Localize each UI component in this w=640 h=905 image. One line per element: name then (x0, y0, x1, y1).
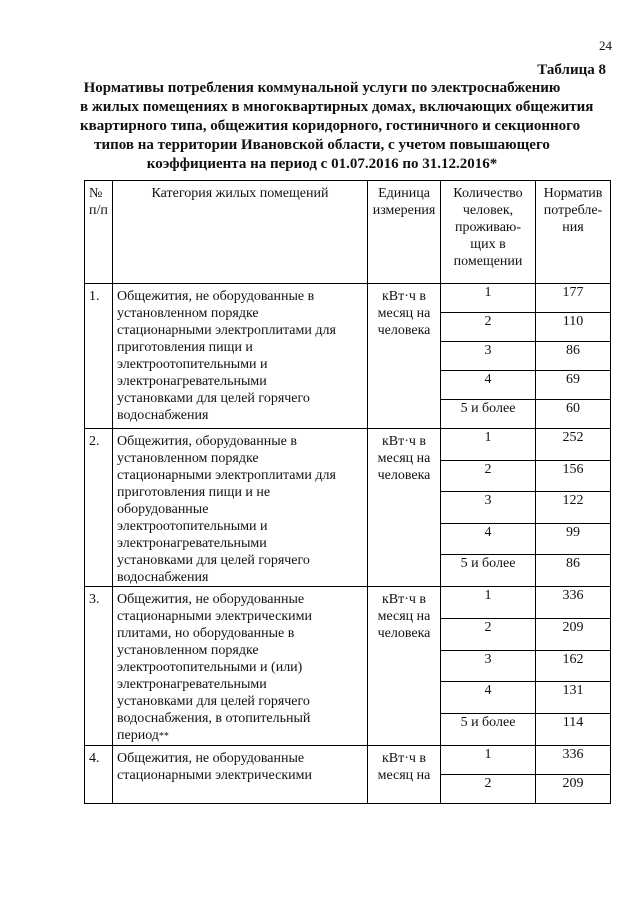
category-line (117, 710, 365, 727)
category-line-text: Общежития, не оборудованные (117, 592, 305, 607)
category-line-text: оборудованные (117, 502, 209, 517)
people-count-cell: 5 и более (441, 714, 536, 746)
category-line-text: приготовления пищи и (117, 340, 253, 355)
people-count-cell: 3 (441, 650, 536, 682)
category-line-text: электроотопительными и (117, 519, 268, 534)
text-line: кВт·ч в (381, 751, 427, 766)
table-label: Таблица 8 (537, 62, 606, 78)
category-line-text: установками для целей горячего (117, 553, 310, 568)
text-line: месяц на (377, 768, 431, 783)
row-category (113, 284, 368, 429)
category-line (117, 433, 365, 450)
row-number: 2. (85, 429, 113, 587)
header-category: Категория жилых помещений (113, 181, 368, 284)
people-count-cell: 1 (441, 284, 536, 313)
table-row (85, 746, 611, 775)
category-line (117, 373, 365, 390)
category-line-text: плитами, но оборудованные в (117, 626, 295, 641)
table-row (85, 429, 611, 461)
people-count-cell: 5 и более (441, 400, 536, 429)
row-unit (368, 587, 441, 746)
category-line-text: Общежития, оборудованные в (117, 434, 297, 449)
category-line (117, 467, 365, 484)
people-count-cell: 4 (441, 371, 536, 400)
category-line (117, 693, 365, 710)
people-count-cell: 3 (441, 342, 536, 371)
category-line (117, 608, 365, 625)
norms-table (84, 180, 611, 804)
category-line-text: установленном порядке (117, 643, 259, 658)
title-line: Нормативы потребления коммунальной услуги по электроснабжению (83, 80, 561, 96)
category-line-text: приготовления пищи и не (117, 485, 271, 500)
category-line (117, 727, 365, 745)
category-line (117, 659, 365, 676)
category-line-text: период (117, 728, 159, 743)
category-line (117, 407, 365, 424)
norm-value-cell: 86 (536, 342, 611, 371)
category-line-text: электроотопительными и (117, 357, 268, 372)
row-number: 4. (85, 746, 113, 804)
norm-value-cell: 177 (536, 284, 611, 313)
text-line: потребле- (543, 203, 603, 218)
category-line-text: электронагревательными (117, 374, 267, 389)
title-line: типов на территории Ивановской области, с учетом повышающего (94, 137, 550, 153)
row-category (113, 746, 368, 804)
people-count-cell: 3 (441, 492, 536, 524)
category-line (117, 552, 365, 569)
category-line-text: электроотопительными и (или) (117, 660, 303, 675)
title-line: коэффициента на период с 01.07.2016 по 31.12.2016* (146, 156, 498, 172)
category-line (117, 339, 365, 356)
header-number (85, 181, 113, 284)
text-line: месяц на (377, 306, 431, 321)
people-count-cell: 5 и более (441, 555, 536, 587)
row-unit (368, 746, 441, 804)
norm-value-cell: 209 (536, 618, 611, 650)
text-line: Норматив (543, 186, 603, 201)
title-line: в жилых помещениях в многоквартирных домах, включающих общежития (80, 99, 594, 115)
norm-value-cell: 336 (536, 746, 611, 775)
category-line (117, 305, 365, 322)
people-count-cell: 4 (441, 682, 536, 714)
category-line-text: водоснабжения, в отопительный (117, 711, 311, 726)
text-line: п/п (89, 203, 108, 218)
category-line-text: электронагревательными (117, 536, 267, 551)
people-count-cell: 4 (441, 523, 536, 555)
category-line (117, 569, 365, 586)
norm-value-cell: 162 (536, 650, 611, 682)
norm-value-cell: 69 (536, 371, 611, 400)
table-row (85, 587, 611, 619)
category-line (117, 642, 365, 659)
category-line (117, 535, 365, 552)
category-line-text: установленном порядке (117, 306, 259, 321)
text-line: помещении (453, 254, 523, 269)
norm-value-cell: 131 (536, 682, 611, 714)
category-line-text: стационарными электрическими (117, 768, 312, 783)
table-header-row (85, 181, 611, 284)
row-number: 3. (85, 587, 113, 746)
category-line-text: Общежития, не оборудованные в (117, 289, 315, 304)
text-line: человека (377, 626, 431, 641)
category-line-text: стационарными электроплитами для (117, 323, 336, 338)
text-line: Единица (378, 186, 430, 201)
category-line (117, 450, 365, 467)
text-line: ния (562, 220, 584, 235)
text-line: человек, (462, 203, 514, 218)
people-count-cell: 1 (441, 429, 536, 461)
text-line: измерения (372, 203, 436, 218)
text-line: проживаю- (454, 220, 522, 235)
category-line-text: стационарными электрическими (117, 609, 312, 624)
row-number: 1. (85, 284, 113, 429)
text-line: месяц на (377, 609, 431, 624)
norm-value-cell: 336 (536, 587, 611, 619)
text-line: кВт·ч в (381, 289, 427, 304)
category-line-text: установками для целей горячего (117, 391, 310, 406)
category-line-text: Общежития, не оборудованные (117, 751, 305, 766)
document-title (80, 79, 594, 174)
text-line: кВт·ч в (381, 434, 427, 449)
norm-value-cell: 156 (536, 460, 611, 492)
table-body (85, 284, 611, 804)
category-line (117, 676, 365, 693)
page-number: 24 (599, 38, 612, 53)
row-category (113, 587, 368, 746)
header-unit (368, 181, 441, 284)
text-line: щих в (470, 237, 506, 252)
category-line-text: установленном порядке (117, 451, 259, 466)
norm-value-cell: 114 (536, 714, 611, 746)
header-norm (536, 181, 611, 284)
category-line (117, 484, 365, 501)
footnote-mark: ** (158, 731, 169, 742)
text-line: человека (377, 323, 431, 338)
category-line (117, 625, 365, 642)
category-line (117, 390, 365, 407)
header-people-count (441, 181, 536, 284)
category-line (117, 288, 365, 305)
table-row (85, 284, 611, 313)
people-count-cell: 2 (441, 618, 536, 650)
category-line-text: водоснабжения (117, 408, 209, 423)
norm-value-cell: 252 (536, 429, 611, 461)
category-line-text: установками для целей горячего (117, 694, 310, 709)
category-line (117, 591, 365, 608)
norm-value-cell: 110 (536, 313, 611, 342)
norm-value-cell: 86 (536, 555, 611, 587)
category-line (117, 356, 365, 373)
row-unit (368, 284, 441, 429)
row-category (113, 429, 368, 587)
text-line: № (89, 186, 103, 201)
text-line: Количество (453, 186, 523, 201)
title-line: квартирного типа, общежития коридорного, гостиничного и секционного (80, 118, 581, 134)
norm-value-cell: 99 (536, 523, 611, 555)
text-line: человека (377, 468, 431, 483)
category-line-text: электронагревательными (117, 677, 267, 692)
norm-value-cell: 209 (536, 775, 611, 804)
category-line-text: стационарными электроплитами для (117, 468, 336, 483)
category-line-text: водоснабжения (117, 570, 209, 585)
category-line (117, 501, 365, 518)
people-count-cell: 2 (441, 775, 536, 804)
text-line: кВт·ч в (381, 592, 427, 607)
norm-value-cell: 60 (536, 400, 611, 429)
text-line: месяц на (377, 451, 431, 466)
people-count-cell: 2 (441, 460, 536, 492)
row-unit (368, 429, 441, 587)
category-line (117, 767, 365, 784)
people-count-cell: 2 (441, 313, 536, 342)
category-line (117, 750, 365, 767)
people-count-cell: 1 (441, 746, 536, 775)
category-line (117, 518, 365, 535)
category-line (117, 322, 365, 339)
norm-value-cell: 122 (536, 492, 611, 524)
people-count-cell: 1 (441, 587, 536, 619)
